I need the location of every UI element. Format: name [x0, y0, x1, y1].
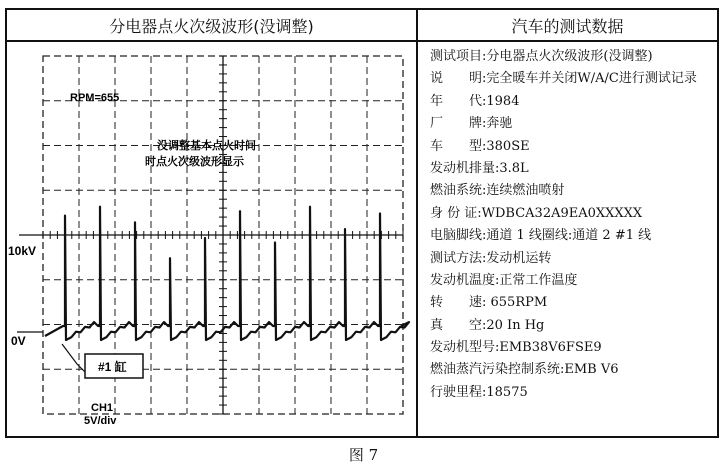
figure-caption: 图 7	[348, 446, 379, 464]
test-data-item: 测试项目:分电器点火次级波形(没调整)	[430, 49, 653, 64]
cylinder-marker: #1 缸	[98, 360, 127, 374]
test-data-item: 行驶里程:18575	[430, 384, 528, 400]
10kv-label: 10kV	[8, 244, 37, 258]
figure-frame	[5, 8, 719, 438]
annotation-line-1: 没调整基本点火时间	[157, 140, 256, 152]
channel-label: CH1	[91, 402, 114, 414]
test-data-item: 车 型:380SE	[430, 138, 530, 154]
test-data-item: 发动机温度:正常工作温度	[430, 272, 578, 288]
cylinder-pointer	[62, 344, 85, 372]
test-data-list	[418, 42, 717, 404]
scale-label: 5V/div	[84, 415, 117, 427]
test-data-item: 发动机排量:3.8L	[430, 160, 529, 176]
oscilloscope-panel	[7, 42, 418, 438]
test-data-item: 说 明:完全暖车并关闭W/A/C进行测试记录	[430, 71, 697, 87]
test-data-item: 转 速: 655RPM	[430, 295, 548, 311]
waveform-trace	[45, 207, 409, 340]
data-panel-title: 汽车的测试数据	[418, 10, 717, 42]
test-data-panel	[416, 42, 717, 436]
test-data-item: 测试方法:发动机运转	[430, 250, 552, 266]
rpm-label: RPM=655	[70, 92, 120, 104]
test-data-item: 厂 牌:奔驰	[430, 116, 513, 132]
test-data-item: 电脑脚线:通道 1 线圈线:通道 2 #1 线	[430, 228, 652, 244]
test-data-item: 燃油系统:连续燃油喷射	[430, 183, 565, 199]
test-data-item: 发动机型号:EMB38V6FSE9	[430, 340, 602, 356]
secondary-waveform	[45, 207, 409, 340]
test-data-item: 燃油蒸汽污染控制系统:EMB V6	[430, 362, 619, 378]
waveform-chart	[7, 42, 418, 438]
scope-panel-title: 分电器点火次级波形(没调整)	[7, 10, 418, 42]
test-data-item: 年 代:1984	[430, 93, 520, 109]
test-data-item: 真 空:20 In Hg	[430, 317, 545, 333]
annotation-line-2: 时点火次级波形显示	[145, 156, 244, 168]
0v-label: 0V	[11, 334, 26, 348]
test-data-item: 身 份 证:WDBCA32A9EA0XXXXX	[430, 205, 643, 221]
